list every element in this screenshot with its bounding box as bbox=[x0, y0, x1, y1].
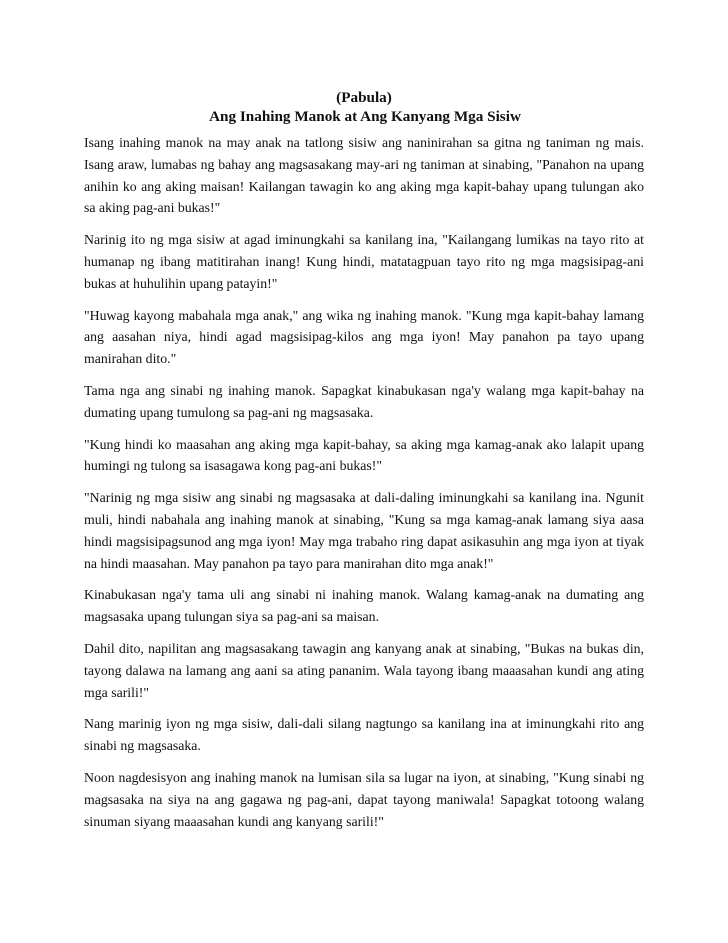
paragraph-5: "Kung hindi ko maasahan ang aking mga kapit-bahay, sa aking mga kamag-anak ako lalapit upang humingi ng tulong sa isasagawa kong pag-ani bukas!" bbox=[84, 436, 644, 474]
document-title: Ang Inahing Manok at Ang Kanyang Mga Sisiw bbox=[209, 108, 521, 125]
paragraph-9: Nang marinig iyon ng mga sisiw, dali-dali silang nagtungo sa kanilang ina at iminungkahi rito ang sinabi ng magsasaka. bbox=[84, 716, 644, 754]
paragraph-4: Tama nga ang sinabi ng inahing manok. Sapagkat kinabukasan nga'y walang mga kapit-bahay na dumating upang tumulong sa pag-ani ng magsasaka. bbox=[84, 382, 644, 420]
paragraph-2: Narinig ito ng mga sisiw at agad iminungkahi sa kanilang ina, "Kailangang lumikas na tayo rito at humanap ng ibang matitirahan inang! Kung hindi, matatagpuan tayo rito ng mga magsisipag-ani bukas at huhulihin upang patayin!" bbox=[84, 232, 644, 291]
paragraph-6: "Narinig ng mga sisiw ang sinabi ng magsasaka at dali-daling iminungkahi sa kanilang ina. Ngunit muli, hindi nabahala ang inahing manok at sinabing, "Kung sa mga kamag-anak lamang siya aasa hindi magsisipagsunod ang mga iyon! May mga trabaho ring dapat asikasuhin ang mga iyon at tiyak na hindi maasahan. May panahon pa tayo para manirahan dito mga anak!" bbox=[84, 490, 644, 571]
paragraph-1: Isang inahing manok na may anak na tatlong sisiw ang naninirahan sa gitna ng taniman ng mais. Isang araw, lumabas ng bahay ang magsasakang may-ari ng taniman at sinabing, "Panahon na upang anihin ko ang aking maisan! Kailangan tawagin ko ang aking mga kapit-bahay upang tulungan ako sa aking pag-ani bukas!" bbox=[84, 135, 644, 216]
paragraph-7: Kinabukasan nga'y tama uli ang sinabi ni inahing manok. Walang kamag-anak na dumating ang magsasaka upang tulungan siya sa pag-ani sa maisan. bbox=[84, 587, 644, 625]
title-block bbox=[84, 88, 644, 126]
document-genre-label: (Pabula) bbox=[336, 89, 392, 106]
paragraph-8: Dahil dito, napilitan ang magsasakang tawagin ang kanyang anak at sinabing, "Bukas na bukas din, tayong dalawa na lamang ang aani sa ating pananim. Wala tayong ibang maaasahan kundi ang ating mga sarili!" bbox=[84, 640, 644, 700]
document-body bbox=[84, 88, 644, 842]
paragraph-10: Noon nagdesisyon ang inahing manok na lumisan sila sa lugar na iyon, at sinabing, "Kung sinabi ng magsasaka na siya na ang gagawa ng pag-ani, dapat tayong maniwala! Sapagkat totoong walang sinuman siyang maaasahan kundi ang kanyang sarili!" bbox=[84, 769, 644, 829]
paragraph-3: "Huwag kayong mabahala mga anak," ang wika ng inahing manok. "Kung mga kapit-bahay lamang ang aasahan niya, hindi agad magsisipag-kilos ang mga iyon! May panahon pa tayo upang manirahan dito." bbox=[84, 307, 644, 367]
